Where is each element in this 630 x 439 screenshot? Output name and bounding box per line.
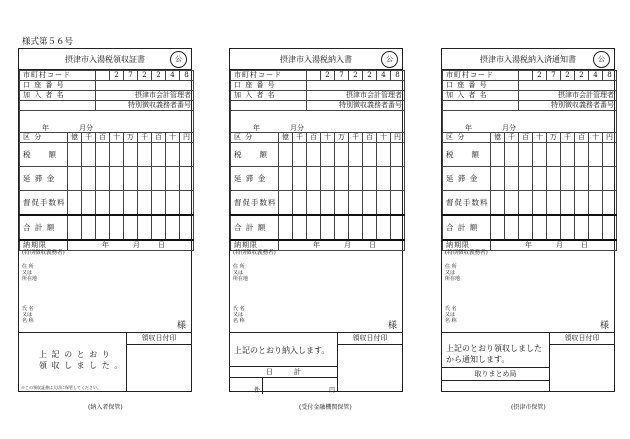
year-label: 年 <box>253 124 260 132</box>
amount-cell[interactable] <box>589 191 603 216</box>
reminder-fee-row <box>231 191 405 216</box>
total-row-label: 合 計 額 <box>443 215 491 240</box>
amount-cell[interactable] <box>124 143 138 167</box>
amount-cell[interactable] <box>377 167 391 191</box>
amount-cell[interactable] <box>349 191 363 216</box>
name-label-part: 名 称 <box>233 318 245 324</box>
subscriber-name-label: 加 入 者 名 <box>443 91 519 101</box>
amount-cell[interactable] <box>152 215 166 240</box>
code-digit: 4 <box>166 71 180 81</box>
total-row <box>20 215 194 240</box>
name-label <box>22 306 34 324</box>
amount-cell[interactable] <box>533 167 547 191</box>
amount-cell[interactable] <box>82 143 96 167</box>
amount-cell[interactable] <box>293 167 307 191</box>
amount-cell[interactable] <box>349 143 363 167</box>
amount-cell[interactable] <box>533 191 547 216</box>
form-3 <box>441 48 615 392</box>
custody-caption: (納入者保管) <box>88 404 123 411</box>
statement-text: 上記のとおり納入します。 <box>234 346 330 355</box>
amount-cell[interactable] <box>166 167 180 191</box>
account-number-value <box>96 81 194 91</box>
digit-header: 千 <box>505 133 519 143</box>
digit-header: 十 <box>321 133 335 143</box>
digit-header: 千 <box>561 133 575 143</box>
municipality-code-label: 市町村コード <box>231 71 307 81</box>
total-row <box>231 215 405 240</box>
honorific-sama: 様 <box>176 321 186 331</box>
count-unit: 件 <box>254 387 261 394</box>
account-number-label: 口 座 番 号 <box>443 81 519 91</box>
late-fee-row <box>20 167 194 191</box>
account-number-label: 口 座 番 号 <box>20 81 96 91</box>
amount-cell[interactable] <box>391 143 405 167</box>
daily-total-box <box>230 366 337 394</box>
digit-header: 万 <box>124 133 138 143</box>
special-collector-number-label: 特別徴収義務者番号 <box>519 101 617 111</box>
amount-cell[interactable] <box>335 143 349 167</box>
subscriber-name-label: 加 入 者 名 <box>231 91 307 101</box>
due-day: 日 <box>369 241 376 249</box>
amount-cell[interactable] <box>279 143 293 167</box>
honorific-sama: 様 <box>387 321 397 331</box>
amount-cell[interactable] <box>575 143 589 167</box>
subscriber-name-value: 摂津市会計管理者 <box>307 91 405 101</box>
digit-header: 百 <box>575 133 589 143</box>
due-month: 月 <box>344 241 351 249</box>
account-number-value <box>307 81 405 91</box>
blank-cell <box>231 101 307 111</box>
year-month-row <box>20 111 194 133</box>
statement-text: 上 記 の と お り 領 収 し ま し た 。 <box>39 350 124 370</box>
account-number-label: 口 座 番 号 <box>231 81 307 91</box>
amount-cell[interactable] <box>96 215 110 240</box>
amount-cell[interactable] <box>321 215 335 240</box>
amount-cell[interactable] <box>533 215 547 240</box>
special-collector-label: (特別徴収義務者) <box>22 250 65 256</box>
code-digit: 2 <box>321 71 335 81</box>
late-fee-row-label: 延 滞 金 <box>20 167 68 191</box>
code-digit: 2 <box>561 71 575 81</box>
address-label-part: 住 所 <box>233 264 245 270</box>
digit-header: 億 <box>279 133 293 143</box>
name-label <box>233 306 245 324</box>
amount-cell[interactable] <box>547 191 561 216</box>
amount-grid <box>19 70 194 251</box>
special-collector-label: (特別徴収義務者) <box>233 250 276 256</box>
category-label: 区 分 <box>20 133 68 143</box>
amount-cell[interactable] <box>110 215 124 240</box>
amount-cell[interactable] <box>293 191 307 216</box>
amount-cell[interactable] <box>279 167 293 191</box>
tax-amount-row-label: 税 額 <box>231 143 279 167</box>
amount-cell[interactable] <box>124 215 138 240</box>
due-date-label: 納期限 <box>231 240 279 251</box>
digit-header: 百 <box>307 133 321 143</box>
amount-cell[interactable] <box>293 215 307 240</box>
code-spacer <box>519 71 533 81</box>
due-day: 日 <box>158 241 165 249</box>
amount-cell[interactable] <box>603 143 617 167</box>
amount-cell[interactable] <box>166 215 180 240</box>
form-title: 摂津市入湯税納入書 <box>230 49 402 70</box>
address-label-part: 所在地 <box>233 276 249 282</box>
special-collector-label: (特別徴収義務者) <box>445 250 488 256</box>
name-label-part: 氏 名 <box>22 306 34 312</box>
form-2 <box>229 48 403 392</box>
amount-cell[interactable] <box>335 191 349 216</box>
amount-grid <box>442 70 617 251</box>
amount-cell[interactable] <box>349 215 363 240</box>
amount-cell[interactable] <box>391 167 405 191</box>
amount-cell[interactable] <box>110 143 124 167</box>
reminder-fee-row-label: 督促手数料 <box>443 191 491 216</box>
special-collector-number-label: 特別徴収義務者番号 <box>96 101 194 111</box>
amount-cell[interactable] <box>321 167 335 191</box>
daily-total-label: 日 計 <box>230 367 337 378</box>
code-digit: 4 <box>377 71 391 81</box>
amount-cell[interactable] <box>575 215 589 240</box>
code-digit: 2 <box>363 71 377 81</box>
tax-amount-row <box>231 143 405 167</box>
amount-cell[interactable] <box>547 215 561 240</box>
amount-cell[interactable] <box>505 191 519 216</box>
payer-block <box>22 248 188 331</box>
amount-cell[interactable] <box>321 191 335 216</box>
amount-cell[interactable] <box>279 191 293 216</box>
yen-unit: 円 <box>328 387 335 394</box>
due-year: 年 <box>525 241 532 249</box>
amount-cell[interactable] <box>152 167 166 191</box>
amount-cell[interactable] <box>82 215 96 240</box>
amount-cell[interactable] <box>152 143 166 167</box>
amount-cell[interactable] <box>279 215 293 240</box>
address-label-part: 住 所 <box>22 264 34 270</box>
amount-cell[interactable] <box>110 191 124 216</box>
category-label: 区 分 <box>231 133 279 143</box>
amount-cell[interactable] <box>589 167 603 191</box>
amount-cell[interactable] <box>547 167 561 191</box>
payer-block <box>445 248 611 331</box>
amount-cell[interactable] <box>321 143 335 167</box>
late-fee-row-label: 延 滞 金 <box>231 167 279 191</box>
due-month: 月 <box>133 241 140 249</box>
daily-total-divider <box>262 377 263 394</box>
amount-cell[interactable] <box>335 167 349 191</box>
amount-cell[interactable] <box>307 143 321 167</box>
address-label <box>22 264 37 282</box>
amount-cell[interactable] <box>363 215 377 240</box>
amount-cell[interactable] <box>491 215 505 240</box>
code-digit: 2 <box>152 71 166 81</box>
digit-header: 万 <box>335 133 349 143</box>
name-label-part: 又は <box>233 312 244 318</box>
amount-cell[interactable] <box>68 143 82 167</box>
amount-cell[interactable] <box>589 143 603 167</box>
statement-text: 上記のとおり領収しました から通知します。 <box>446 344 542 364</box>
amount-cell[interactable] <box>363 143 377 167</box>
subscriber-name-value: 摂津市会計管理者 <box>96 91 194 101</box>
amount-cell[interactable] <box>377 191 391 216</box>
amount-cell[interactable] <box>68 167 82 191</box>
amount-cell[interactable] <box>377 215 391 240</box>
amount-cell[interactable] <box>152 191 166 216</box>
amount-cell[interactable] <box>491 191 505 216</box>
digit-header: 百 <box>96 133 110 143</box>
amount-cell[interactable] <box>124 191 138 216</box>
due-date-label: 納期限 <box>20 240 68 251</box>
code-digit: 4 <box>589 71 603 81</box>
amount-cell[interactable] <box>519 167 533 191</box>
amount-cell[interactable] <box>519 143 533 167</box>
total-row-label: 合 計 額 <box>20 215 68 240</box>
amount-cell[interactable] <box>180 143 194 167</box>
amount-cell[interactable] <box>138 191 152 216</box>
digit-header: 千 <box>349 133 363 143</box>
amount-cell[interactable] <box>363 191 377 216</box>
tax-amount-row-label: 税 額 <box>20 143 68 167</box>
year-label: 年 <box>42 124 49 132</box>
due-month: 月 <box>556 241 563 249</box>
due-date-label: 納期限 <box>443 240 491 251</box>
year-month-row <box>231 111 405 133</box>
digit-header: 億 <box>491 133 505 143</box>
amount-cell[interactable] <box>547 143 561 167</box>
amount-cell[interactable] <box>491 143 505 167</box>
code-digit: 8 <box>180 71 194 81</box>
amount-cell[interactable] <box>82 191 96 216</box>
address-label-part: 住 所 <box>445 264 457 270</box>
blank-cell <box>20 101 96 111</box>
form-number: 様式第５６号 <box>22 37 74 47</box>
digit-header: 十 <box>377 133 391 143</box>
honorific-sama: 様 <box>599 321 609 331</box>
account-number-value <box>519 81 617 91</box>
footnote: ※この領収証書は大切に保管してください。 <box>21 385 101 390</box>
amount-cell[interactable] <box>505 215 519 240</box>
digit-header: 十 <box>166 133 180 143</box>
municipality-code-label: 市町村コード <box>443 71 519 81</box>
digit-header: 円 <box>391 133 405 143</box>
amount-cell[interactable] <box>166 143 180 167</box>
amount-cell[interactable] <box>180 167 194 191</box>
amount-cell[interactable] <box>561 143 575 167</box>
amount-cell[interactable] <box>180 191 194 216</box>
amount-cell[interactable] <box>166 191 180 216</box>
year-month-row <box>443 111 617 133</box>
name-label <box>445 306 457 324</box>
amount-cell[interactable] <box>561 191 575 216</box>
late-fee-row <box>443 167 617 191</box>
amount-cell[interactable] <box>491 167 505 191</box>
address-label-part: 又は <box>233 270 244 276</box>
amount-cell[interactable] <box>96 191 110 216</box>
code-spacer <box>96 71 110 81</box>
digit-header: 百 <box>152 133 166 143</box>
amount-cell[interactable] <box>363 167 377 191</box>
code-digit: 2 <box>533 71 547 81</box>
receipt-stamp-label: 領収日付印 <box>126 332 192 345</box>
digit-header: 百 <box>519 133 533 143</box>
name-label-part: 又は <box>445 312 456 318</box>
amount-cell[interactable] <box>307 215 321 240</box>
amount-cell[interactable] <box>307 167 321 191</box>
code-digit: 7 <box>335 71 349 81</box>
digit-header: 千 <box>293 133 307 143</box>
custody-caption: (摂津市保管) <box>511 404 546 411</box>
code-digit: 7 <box>547 71 561 81</box>
subscriber-name-value: 摂津市会計管理者 <box>519 91 617 101</box>
address-label-part: 又は <box>445 270 456 276</box>
name-label-part: 又は <box>22 312 33 318</box>
address-label-part: 所在地 <box>445 276 461 282</box>
tax-amount-row-label: 税 額 <box>443 143 491 167</box>
amount-cell[interactable] <box>391 215 405 240</box>
amount-cell[interactable] <box>68 191 82 216</box>
month-label: 月分 <box>79 124 93 132</box>
name-label-part: 名 称 <box>445 318 457 324</box>
collection-office-label: 取りまとめ局 <box>442 367 549 381</box>
digit-header: 億 <box>68 133 82 143</box>
official-seal-icon: 公 <box>381 51 398 68</box>
amount-cell[interactable] <box>603 167 617 191</box>
digit-header: 十 <box>110 133 124 143</box>
name-label-part: 氏 名 <box>445 306 457 312</box>
amount-cell[interactable] <box>335 215 349 240</box>
total-row-label: 合 計 額 <box>231 215 279 240</box>
reminder-fee-row <box>443 191 617 216</box>
code-digit: 8 <box>391 71 405 81</box>
amount-cell[interactable] <box>391 191 405 216</box>
reminder-fee-row-label: 督促手数料 <box>231 191 279 216</box>
blank-cell <box>443 101 519 111</box>
due-year: 年 <box>313 241 320 249</box>
amount-cell[interactable] <box>505 167 519 191</box>
amount-cell[interactable] <box>575 191 589 216</box>
amount-grid <box>230 70 405 251</box>
name-label-part: 名 称 <box>22 318 34 324</box>
late-fee-row-label: 延 滞 金 <box>443 167 491 191</box>
code-spacer <box>307 71 321 81</box>
amount-cell[interactable] <box>349 167 363 191</box>
custody-caption: (受付金融機関保管) <box>299 404 352 411</box>
amount-cell[interactable] <box>82 167 96 191</box>
amount-cell[interactable] <box>377 143 391 167</box>
tax-amount-row <box>20 143 194 167</box>
official-seal-icon: 公 <box>170 51 187 68</box>
municipality-code-label: 市町村コード <box>20 71 96 81</box>
month-label: 月分 <box>290 124 304 132</box>
late-fee-row <box>231 167 405 191</box>
amount-cell[interactable] <box>589 215 603 240</box>
amount-cell[interactable] <box>180 215 194 240</box>
amount-cell[interactable] <box>293 143 307 167</box>
amount-cell[interactable] <box>519 215 533 240</box>
code-digit: 2 <box>349 71 363 81</box>
official-seal-icon: 公 <box>593 51 610 68</box>
amount-cell[interactable] <box>96 143 110 167</box>
reminder-fee-row <box>20 191 194 216</box>
amount-cell[interactable] <box>561 215 575 240</box>
code-digit: 2 <box>575 71 589 81</box>
form-title: 摂津市入湯税納入済通知書 <box>442 49 614 70</box>
amount-cell[interactable] <box>68 215 82 240</box>
receipt-stamp-label: 領収日付印 <box>549 332 615 345</box>
form-1 <box>18 48 192 392</box>
form-title: 摂津市入湯税領収証書 <box>19 49 191 70</box>
digit-header: 円 <box>180 133 194 143</box>
address-label <box>445 264 460 282</box>
receipt-stamp-label: 領収日付印 <box>337 332 403 345</box>
digit-header: 円 <box>603 133 617 143</box>
due-year: 年 <box>102 241 109 249</box>
amount-cell[interactable] <box>603 191 617 216</box>
amount-cell[interactable] <box>138 215 152 240</box>
amount-cell[interactable] <box>603 215 617 240</box>
due-day: 日 <box>581 241 588 249</box>
year-label: 年 <box>465 124 472 132</box>
amount-cell[interactable] <box>575 167 589 191</box>
digit-header: 千 <box>82 133 96 143</box>
month-label: 月分 <box>502 124 516 132</box>
digit-header: 十 <box>589 133 603 143</box>
address-label-part: 又は <box>22 270 33 276</box>
amount-cell[interactable] <box>138 143 152 167</box>
amount-cell[interactable] <box>138 167 152 191</box>
amount-cell[interactable] <box>561 167 575 191</box>
amount-cell[interactable] <box>533 143 547 167</box>
total-row <box>443 215 617 240</box>
digit-header: 百 <box>363 133 377 143</box>
amount-cell[interactable] <box>96 167 110 191</box>
amount-cell[interactable] <box>505 143 519 167</box>
code-digit: 7 <box>124 71 138 81</box>
special-collector-number-label: 特別徴収義務者番号 <box>307 101 405 111</box>
code-digit: 8 <box>603 71 617 81</box>
amount-cell[interactable] <box>110 167 124 191</box>
tax-amount-row <box>443 143 617 167</box>
code-digit: 2 <box>138 71 152 81</box>
reminder-fee-row-label: 督促手数料 <box>20 191 68 216</box>
payer-block <box>233 248 399 331</box>
digit-header: 千 <box>138 133 152 143</box>
amount-cell[interactable] <box>124 167 138 191</box>
code-digit: 2 <box>110 71 124 81</box>
address-label <box>233 264 248 282</box>
digit-header: 万 <box>547 133 561 143</box>
amount-cell[interactable] <box>519 191 533 216</box>
name-label-part: 氏 名 <box>233 306 245 312</box>
category-label: 区 分 <box>443 133 491 143</box>
subscriber-name-label: 加 入 者 名 <box>20 91 96 101</box>
address-label-part: 所在地 <box>22 276 38 282</box>
digit-header: 十 <box>533 133 547 143</box>
amount-cell[interactable] <box>307 191 321 216</box>
